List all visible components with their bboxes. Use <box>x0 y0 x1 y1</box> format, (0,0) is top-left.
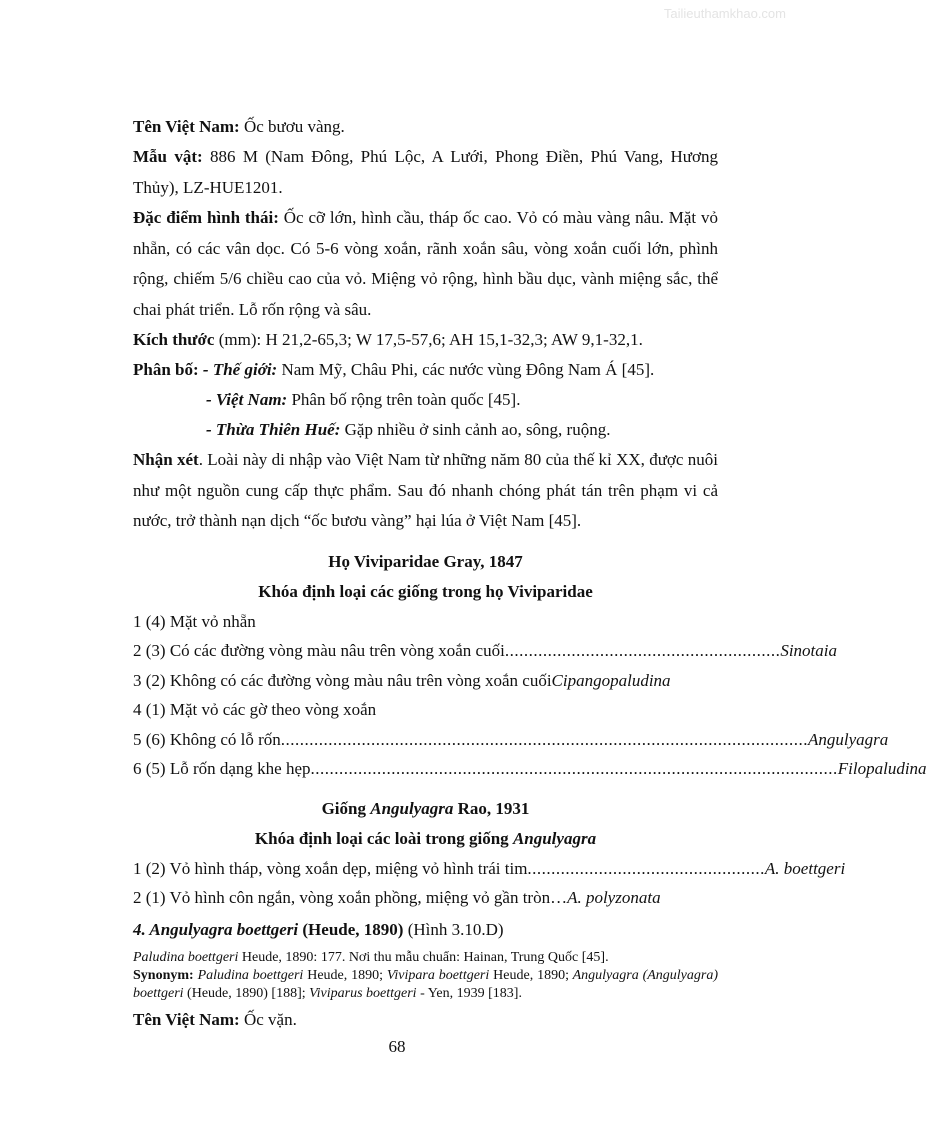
vietnam-label: - Việt Nam: <box>206 390 288 409</box>
key-text: 4 (1) Mặt vỏ các gờ theo vòng xoắn <box>133 700 377 719</box>
distribution-vietnam-line <box>133 385 718 415</box>
value: 886 M (Nam Đông, Phú Lộc, A Lưới, Phong Điền, Phú Vang, Hương Thủy), LZ-HUE1201. <box>133 147 718 197</box>
key-row <box>133 695 718 725</box>
value: (mm): H 21,2-65,3; W 17,5-57,6; AH 15,1-32,3; AW 9,1-32,1. <box>214 330 643 349</box>
genus-heading-pre: Giống <box>321 798 371 818</box>
key-text: 5 (6) Không có lỗ rốn <box>133 729 281 749</box>
vietnamese-name-line <box>133 112 718 142</box>
species-author: (Heude, 1890) <box>298 919 404 939</box>
genus-key-heading-name: Angulyagra <box>512 828 597 848</box>
label: Phân bố: <box>133 360 199 379</box>
key-result: Sinotaia <box>780 641 837 660</box>
synonym-text: Heude, 1890; <box>303 967 384 983</box>
synonym-label: Synonym: <box>133 967 194 983</box>
distribution-hue-line <box>133 415 718 445</box>
label: Tên Việt Nam: <box>133 1009 240 1029</box>
genus-key-heading-pre: Khóa định loại các loài trong giống <box>254 828 513 848</box>
species-heading <box>133 915 718 945</box>
key-row <box>133 725 889 755</box>
page-content <box>133 112 927 1035</box>
label: Kích thước <box>133 330 215 349</box>
size-line <box>133 325 718 355</box>
species-name: 4. Angulyagra boettgeri <box>133 919 299 939</box>
value: . Loài này di nhập vào Việt Nam từ những năm 80 của thế kỉ XX, được nuôi như một nguồn cung cấp thực phẩm. Sau đó nhanh chóng phát tán trên phạm vi cả nước, trở thành nạn dịch “ốc bươu vàng” hại lúa ở Việt Nam [45]. <box>133 450 718 530</box>
world-value: Nam Mỹ, Châu Phi, các nước vùng Đông Nam Á [45]. <box>277 360 655 379</box>
citation-line <box>133 949 718 967</box>
genus-heading-post: Rao, 1931 <box>453 798 530 818</box>
page-number: 68 <box>388 1037 406 1056</box>
label: Đặc điểm hình thái: <box>133 208 279 227</box>
synonym-paragraph <box>133 967 718 1003</box>
key-row <box>133 666 718 696</box>
key-text: 1 (2) Vỏ hình tháp, vòng xoắn dẹp, miệng vỏ hình trái tim <box>133 858 528 878</box>
key-text: 6 (5) Lỗ rốn dạng khe hẹp <box>133 759 311 778</box>
family-heading: Họ Viviparidae Gray, 1847 <box>328 551 523 571</box>
citation-name: Paludina boettgeri <box>133 949 239 965</box>
genus-key-list <box>133 854 846 913</box>
vietnam-value: Phân bố rộng trên toàn quốc [45]. <box>287 390 521 409</box>
key-result: A. boettgeri <box>764 858 846 878</box>
synonym-name: Paludina boettgeri <box>193 967 304 983</box>
distribution-world-line <box>133 355 718 385</box>
key-row <box>133 854 846 884</box>
family-key-heading: Khóa định loại các giống trong họ Viviparidae <box>258 581 593 601</box>
genus-heading-name: Angulyagra <box>370 798 454 818</box>
key-result: Filopaludina <box>837 759 927 778</box>
key-text: 1 (4) Mặt vỏ nhẵn <box>133 611 256 631</box>
world-label: - Thế giới: <box>198 360 278 379</box>
key-result: Angulyagra <box>808 729 889 749</box>
key-result: Cipangopaludina <box>551 670 671 690</box>
value: Ốc vặn. <box>239 1009 297 1029</box>
synonym-name: Vivipara boettgeri <box>383 967 490 983</box>
label: Nhận xét <box>133 450 199 469</box>
remarks-paragraph <box>133 445 718 537</box>
hue-label: - Thừa Thiên Huế: <box>206 420 341 439</box>
key-dots: .......................................................... <box>504 641 781 660</box>
synonym-name: Viviparus boettgeri <box>305 985 417 1001</box>
key-row <box>133 636 837 666</box>
genus-key-heading <box>133 824 718 854</box>
key-dots: ............................................................................................................... <box>310 759 838 778</box>
synonym-text: Heude, 1890; <box>489 967 569 983</box>
citation-text: Heude, 1890: 177. Nơi thu mẫu chuẩn: Hainan, Trung Quốc [45]. <box>238 949 609 965</box>
key-text: 3 (2) Không có các đường vòng màu nâu trên vòng xoắn cuối <box>133 670 552 690</box>
key-result: A. polyzonata <box>567 888 661 907</box>
species-figure-ref: (Hình 3.10.D) <box>403 919 504 939</box>
watermark: Tailieuthamkhao.com <box>663 6 786 21</box>
value: Ốc cỡ lớn, hình cầu, tháp ốc cao. Vỏ có màu vàng nâu. Mặt vỏ nhẵn, có các vân dọc. Có 5-6 vòng xoắn, rãnh xoắn sâu, vòng xoắn cuối lớn, phình rộng, chiếm 5/6 chiều cao của vỏ. Miệng vỏ rộng, hình bầu dục, vành miệng sắc, thể chai phát triển. Lỗ rốn rộng và sâu. <box>133 208 718 319</box>
morphology-paragraph <box>133 203 718 325</box>
key-dots: ............................................................................................................... <box>280 729 809 749</box>
value: Ốc bươu vàng. <box>239 117 345 136</box>
specimen-paragraph <box>133 142 718 203</box>
hue-value: Gặp nhiều ở sinh cảnh ao, sông, ruộng. <box>340 420 611 439</box>
synonym-text: - Yen, 1939 [183]. <box>416 985 522 1001</box>
vietnamese-name-line <box>133 1005 718 1035</box>
key-row <box>133 883 718 913</box>
label: Tên Việt Nam: <box>133 117 240 136</box>
key-text: 2 (1) Vỏ hình côn ngắn, vòng xoắn phồng, miệng vỏ gần tròn… <box>133 888 568 907</box>
genus-heading <box>133 794 718 824</box>
synonym-name: Angulyagra (Angulyagra) boettgeri <box>133 967 719 1001</box>
key-text: 2 (3) Có các đường vòng màu nâu trên vòng xoắn cuối <box>133 641 505 660</box>
synonym-text: (Heude, 1890) [188]; <box>183 985 306 1001</box>
label: Mẫu vật: <box>133 147 203 166</box>
family-key-list <box>133 607 927 784</box>
key-row <box>133 754 927 784</box>
key-row <box>133 607 718 637</box>
key-dots: .................................................. <box>527 858 765 878</box>
